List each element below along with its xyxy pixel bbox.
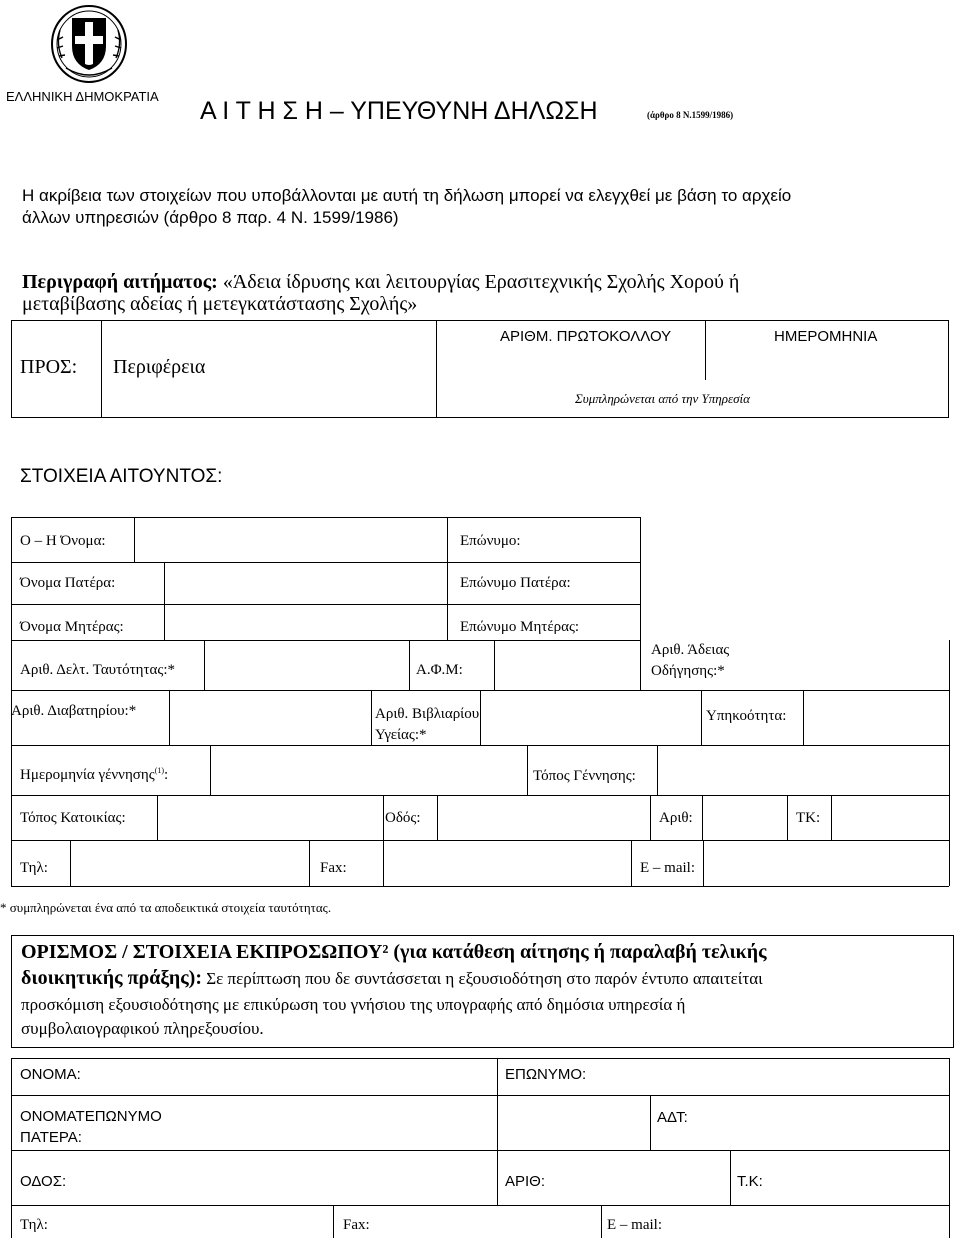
father-name-label: Όνομα Πατέρα: <box>20 575 116 591</box>
health-book-label: Αριθ. Βιβλιαρίου Υγείας:* <box>375 706 480 743</box>
residence-label: Τόπος Κατοικίας: <box>20 810 126 826</box>
rep-phone-label: Τηλ: <box>20 1217 48 1233</box>
request-title-part1: «Άδεια ίδρυσης και λειτουργίας Ερασιτεχνικής Σχολής Χορού ή <box>222 271 740 293</box>
rep-name-label: ΟΝΟΜΑ: <box>20 1066 81 1083</box>
passport-label: Αριθ. Διαβατηρίου:* <box>11 703 137 719</box>
postal-code-label: ΤΚ: <box>796 810 821 826</box>
afm-label: Α.Φ.Μ: <box>416 662 463 678</box>
rep-email-label: E – mail: <box>607 1217 662 1233</box>
fax-label: Fax: <box>320 860 347 876</box>
date-label: ΗΜΕΡΟΜΗΝΙΑ <box>774 328 878 345</box>
law-reference: (άρθρο 8 Ν.1599/1986) <box>647 110 734 120</box>
rep-fax-label: Fax: <box>343 1217 370 1233</box>
rep-adt-label: ΑΔΤ: <box>657 1109 688 1126</box>
phone-label: Τηλ: <box>20 860 48 876</box>
representative-heading: ΟΡΙΣΜΟΣ / ΣΤΟΙΧΕΙΑ ΕΚΠΡΟΣΩΠΟΥ² (για κατάθεση αίτησης ή παραλαβή τελικής <box>21 941 767 963</box>
request-line-1 <box>22 271 739 294</box>
intro-line-2: άλλων υπηρεσιών (άρθρο 8 παρ. 4 Ν. 1599/1986) <box>22 208 399 227</box>
applicant-name-label: Ο – Η Όνομα: <box>20 533 106 549</box>
email-label: E – mail: <box>640 860 695 876</box>
request-line-2: μεταβίβασης αδείας ή μετεγκατάστασης Σχολής» <box>22 293 418 315</box>
page-title: Α Ι Τ Η Σ Η – ΥΠΕΥΘΥΝΗ ΔΗΛΩΣΗ <box>200 97 598 125</box>
footnote-ref: (1) <box>154 766 165 775</box>
representative-text-line-4: συμβολαιογραφικού πληρεξουσίου. <box>21 1019 264 1038</box>
street-number-label: Αριθ: <box>659 810 693 826</box>
rep-number-label: ΑΡΙΘ: <box>505 1173 546 1190</box>
rep-street-label: ΟΔΟΣ: <box>20 1173 67 1190</box>
greek-coat-of-arms-icon <box>48 0 130 84</box>
rep-surname-label: ΕΠΩΝΥΜΟ: <box>505 1066 587 1083</box>
protocol-number-label: ΑΡΙΘΜ. ΠΡΩΤΟΚΟΛΛΟΥ <box>500 328 672 345</box>
recipient-name: Περιφέρεια <box>113 356 206 378</box>
representative-text-line-2: διοικητικής πράξης): Σε περίπτωση που δε συντάσσεται η εξουσιοδότηση στο παρόν έντυπο απαιτείται <box>21 967 763 989</box>
father-surname-label: Επώνυμο Πατέρα: <box>460 575 571 591</box>
service-note: Συμπληρώνεται από την Υπηρεσία <box>575 391 750 406</box>
intro-line-1: Η ακρίβεια των στοιχείων που υποβάλλονται με αυτή τη δήλωση μπορεί να ελεγχθεί με βάση το αρχείο <box>22 186 792 205</box>
mother-surname-label: Επώνυμο Μητέρας: <box>460 619 580 635</box>
driving-license-label: Αριθ. Άδειας Οδήγησης:* <box>651 642 730 679</box>
street-label: Οδός: <box>385 810 421 826</box>
rep-father-label: ΟΝΟΜΑΤΕΠΩΝΥΜΟ ΠΑΤΕΡΑ: <box>20 1108 162 1146</box>
pros-label: ΠΡΟΣ: <box>20 356 78 378</box>
birth-date-label: Ημερομηνία γέννησης$^{(1)}$: <box>20 766 169 783</box>
rep-postal-code-label: Τ.Κ: <box>737 1173 763 1190</box>
mother-name-label: Όνομα Μητέρας: <box>20 619 124 635</box>
id-number-label: Αριθ. Δελτ. Ταυτότητας:* <box>20 662 175 678</box>
applicant-heading: ΣΤΟΙΧΕΙΑ ΑΙΤΟΥΝΤΟΣ: <box>20 466 223 487</box>
footnote: * συμπληρώνεται ένα από τα αποδεικτικά στοιχεία ταυτότητας. <box>0 900 332 915</box>
birth-place-label: Τόπος Γέννησης: <box>533 768 636 784</box>
republic-label: ΕΛΛΗΝΙΚΗ ΔΗΜΟΚΡΑΤΙΑ <box>6 89 159 104</box>
applicant-surname-label: Επώνυμο: <box>460 533 521 549</box>
request-label: Περιγραφή αιτήματος: <box>22 271 218 293</box>
citizenship-label: Υπηκοότητα: <box>706 708 787 724</box>
representative-text-line-3: προσκόμιση εξουσιοδότησης με επικύρωση του γνήσιου της υπογραφής από δημόσια υπηρεσία ή <box>21 995 686 1014</box>
